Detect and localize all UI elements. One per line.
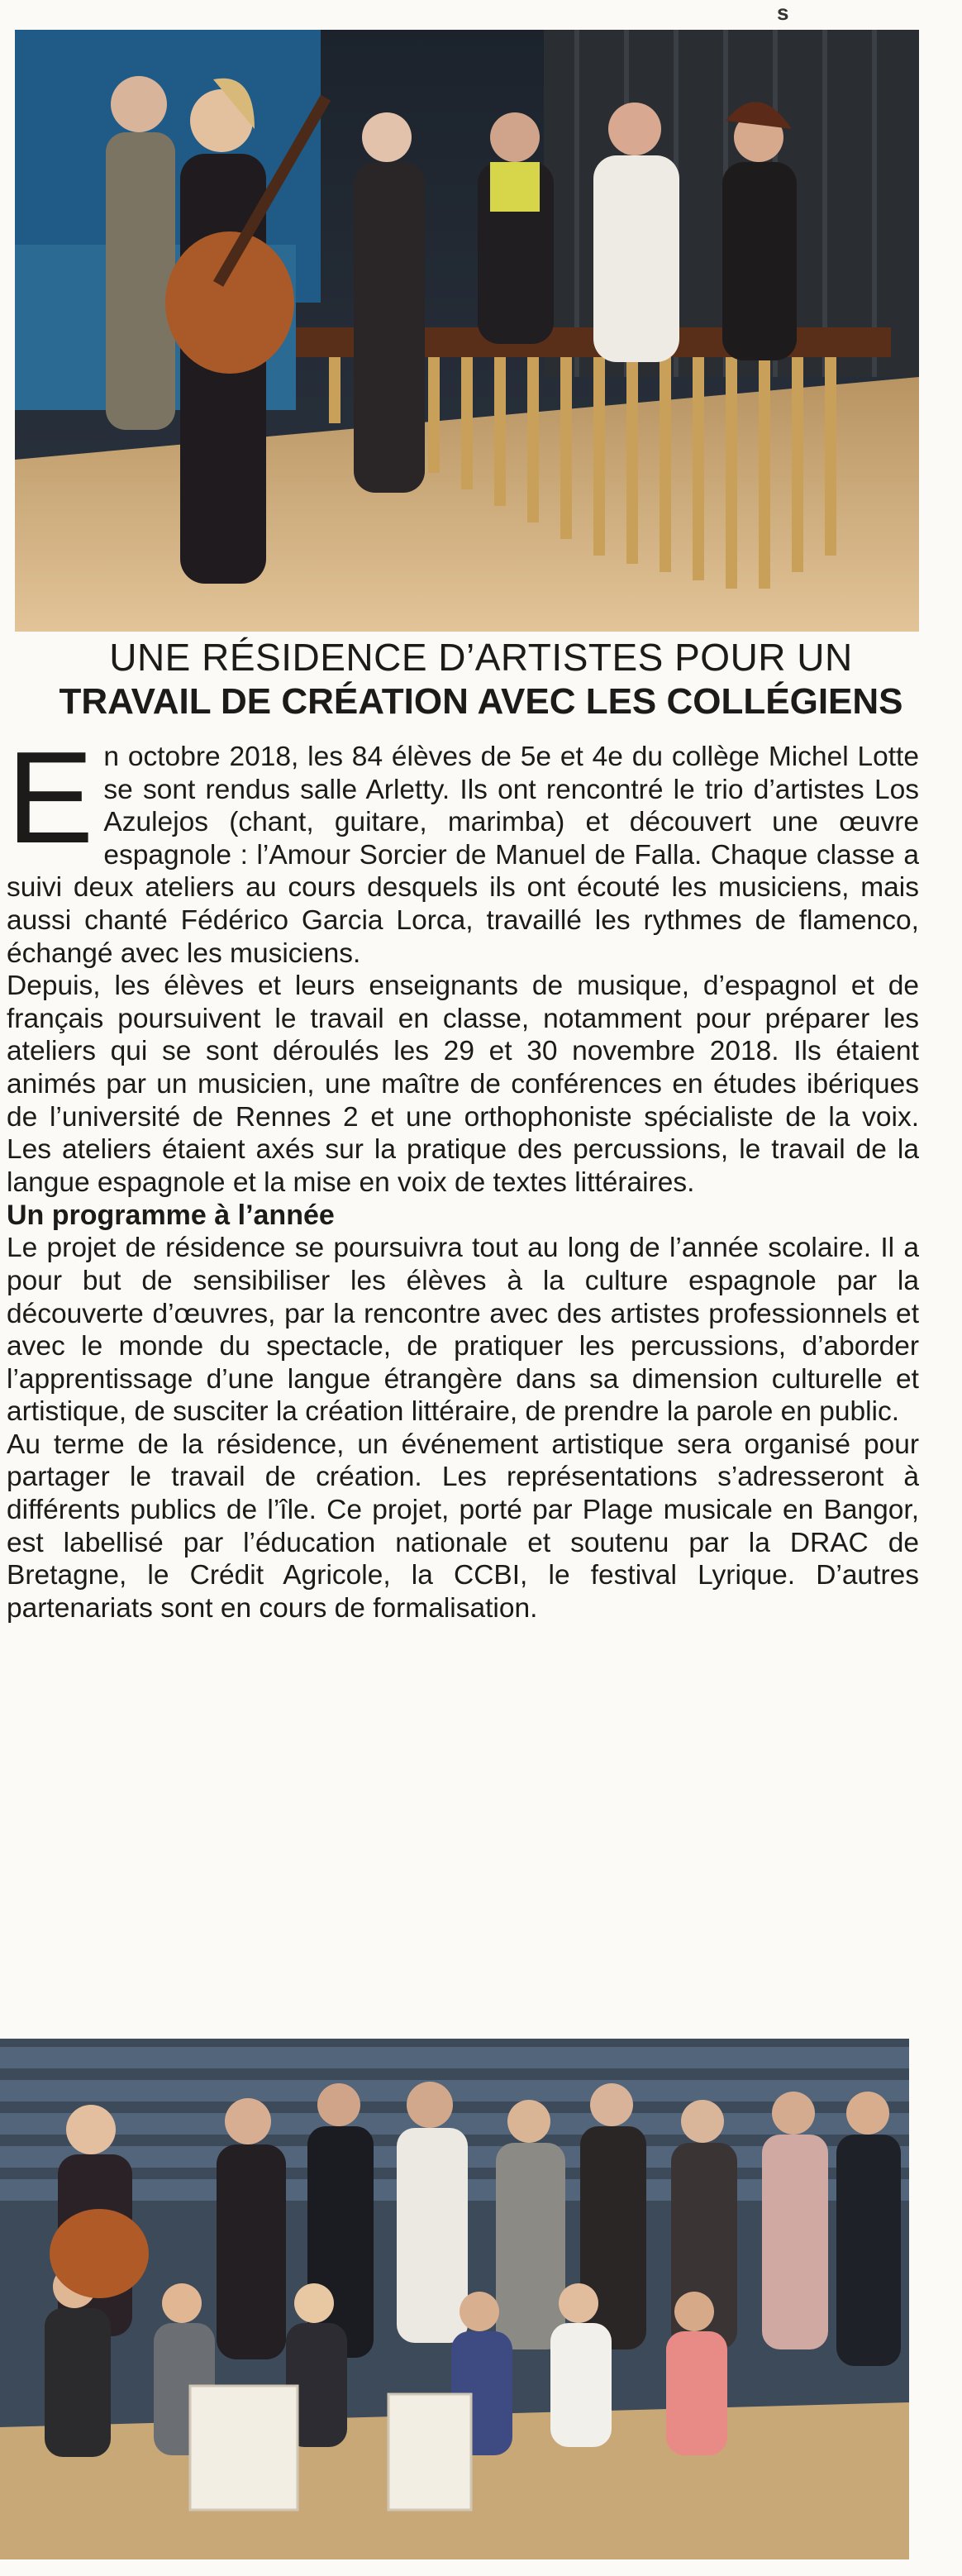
paragraph-1-text: n octobre 2018, les 84 élèves de 5e et 4e du collège Michel Lotte se sont rendus salle Arletty. Ils ont rencontré le trio d’artistes Los Azulejos (chant, guitare, marimba) et découvert une œuvre espagnole : l’Amour Sorcier de Manuel de Falla. Chaque classe a suivi deux ateliers au cours desquels ils ont écouté les musiciens, mais aussi chanté Fédérico Garcia Lorca, travaillé les rythmes de flamenco, échangé avec les musiciens. (7, 742, 919, 969)
paragraph-3: Le projet de résidence se poursuivra tout au long de l’année scolaire. Il a pour but de sensibiliser les élèves à la culture espagnole par la découverte d’œuvres, par la rencontre avec des artistes professionnels et avec le monde du spectacle, de pratiquer les percussions, d’aborder l’apprentissage d’une langue étrangère dans sa dimension culturelle et artistique, de susciter la création littéraire, de prendre la parole en public. (7, 1233, 919, 1428)
musicians-photo (15, 30, 919, 632)
headline-line-1: UNE RÉSIDENCE D’ARTISTES POUR UN (109, 636, 853, 679)
page-corner-letter: s (777, 0, 789, 25)
students-photo (0, 2039, 909, 2559)
drop-cap: E (7, 725, 94, 871)
paragraph-1 (7, 725, 919, 970)
section-subheading: Un programme à l’année (7, 1200, 335, 1232)
headline-line-2: TRAVAIL DE CRÉATION AVEC LES COLLÉGIENS (59, 681, 903, 722)
paragraph-4: Au terme de la résidence, un événement artistique sera organisé pour partager le travail de création. Les représentations s’adresseront à différents publics de l’île. Ce projet, porté par Plage musicale en Bangor, est labellisé par l’éducation nationale et soutenu par la DRAC de Bretagne, le Crédit Agricole, la CCBI, le festival Lyrique. D’autres partenariats sont en cours de formalisation. (7, 1429, 919, 1624)
article-body (7, 725, 919, 1624)
paragraph-2: Depuis, les élèves et leurs enseignants de musique, d’espagnol et de français poursuivent le travail en classe, notamment pour préparer les ateliers qui se sont déroulés les 29 et 30 novembre 2018. Ils étaient animés par un musicien, une maître de conférences en études ibériques de l’université de Rennes 2 et une orthophoniste spécialiste de la voix. Les ateliers étaient axés sur la pratique des percussions, le travail de la langue espagnole et la mise en voix de textes littéraires. (7, 971, 919, 1198)
